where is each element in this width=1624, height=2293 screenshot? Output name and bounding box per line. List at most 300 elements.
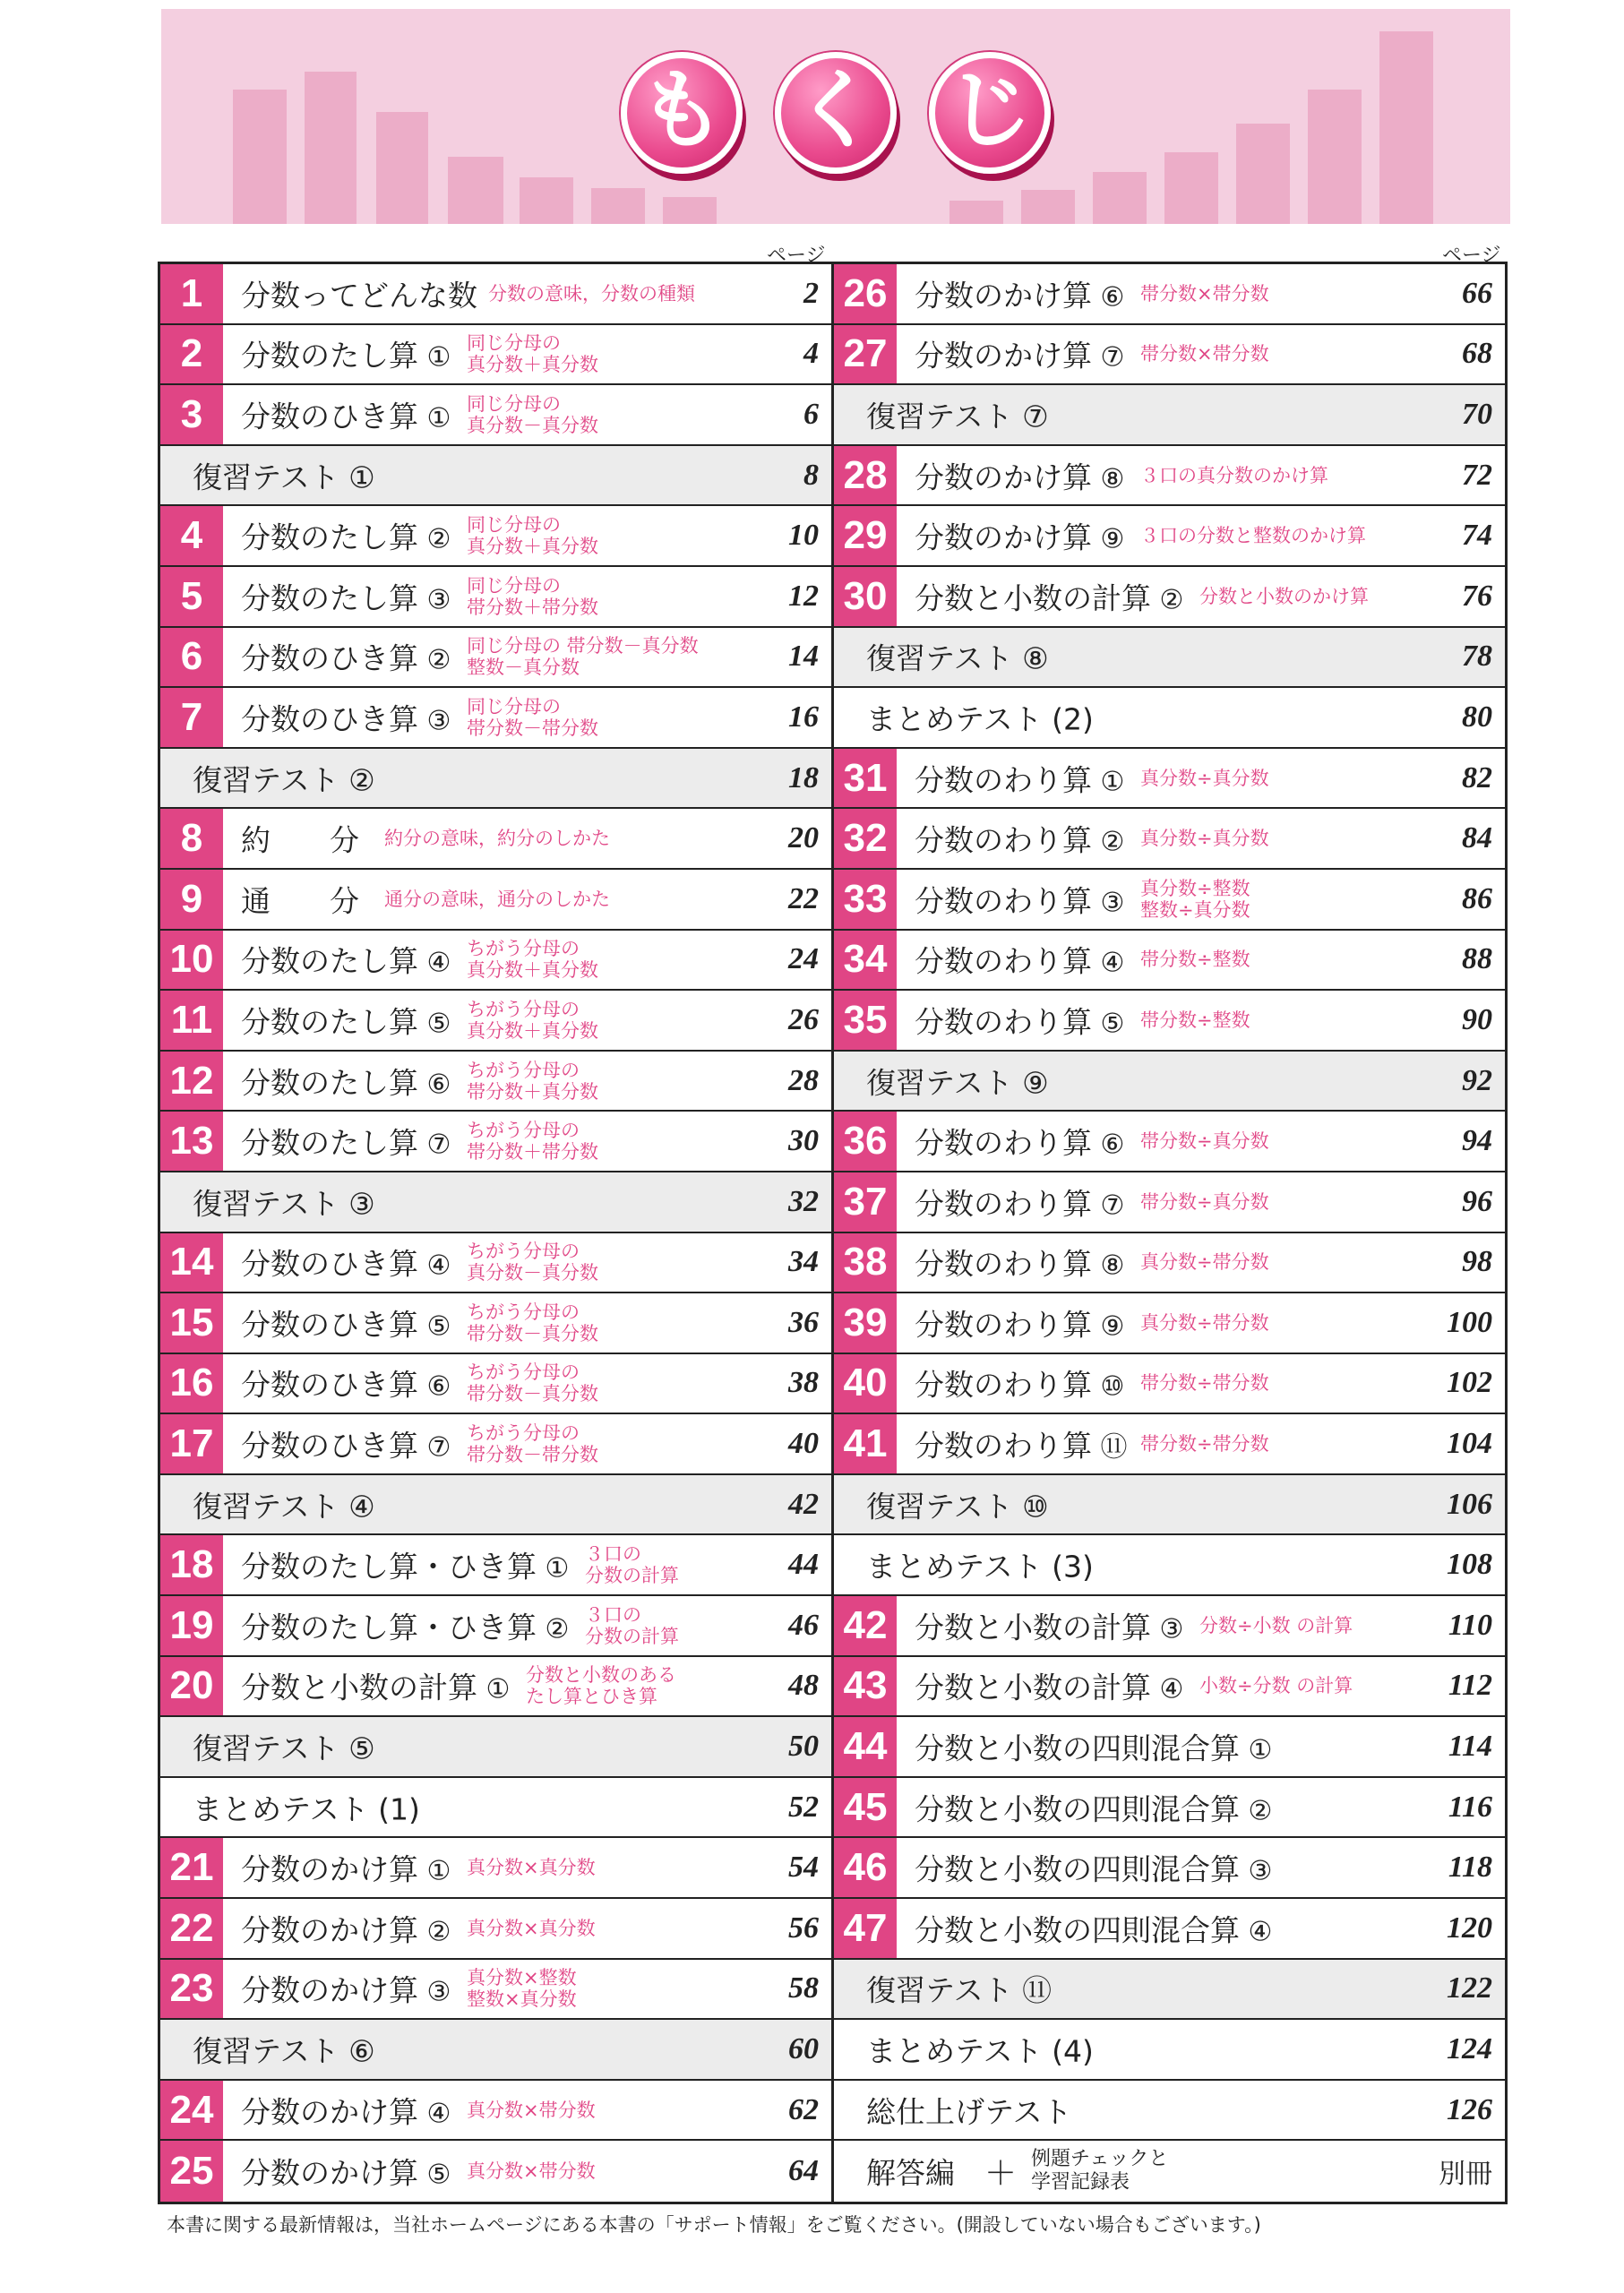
lesson-number: 28 (834, 446, 897, 505)
lesson-title (241, 939, 451, 981)
toc-row-lesson[interactable] (160, 870, 831, 931)
lesson-title-text: 分数と小数の計算 (241, 1670, 477, 1705)
toc-row-lesson[interactable] (834, 1233, 1505, 1294)
toc-row-lesson[interactable] (834, 931, 1505, 992)
lesson-circled-number: ④ (1092, 947, 1125, 979)
lesson-title-text: 分数のひき算 (241, 640, 418, 676)
lesson-body (897, 1778, 1505, 1837)
toc-row-lesson[interactable] (160, 325, 831, 386)
answer-subtitle-line: 例題チェックと (1031, 2148, 1169, 2171)
lesson-number: 14 (160, 1233, 223, 1292)
lesson-title-text: 分数のたし算 (241, 1125, 418, 1161)
lesson-circled-number: ③ (1092, 887, 1125, 919)
page-number: 別冊 (1439, 2159, 1492, 2191)
lesson-number: 40 (834, 1354, 897, 1413)
lesson-subtitle (1140, 1312, 1269, 1334)
lesson-subtitle-line: 帯分数×帯分数 (1140, 282, 1269, 305)
toc-row-lesson[interactable] (160, 385, 831, 446)
lesson-body (223, 1052, 831, 1111)
toc-row-lesson[interactable] (834, 809, 1505, 870)
lesson-subtitle (467, 938, 598, 981)
toc-row-lesson[interactable] (160, 809, 831, 870)
lesson-title (915, 272, 1124, 314)
toc-row-lesson[interactable] (834, 749, 1505, 810)
lesson-body (897, 1172, 1505, 1232)
lesson-title-text: 分数と小数の計算 (915, 1610, 1151, 1645)
lesson-number: 45 (834, 1778, 897, 1837)
lesson-body (223, 1535, 831, 1594)
lesson-title (241, 1362, 451, 1404)
lesson-number: 33 (834, 870, 897, 929)
toc-row-review[interactable] (834, 1960, 1505, 2021)
page-number: 24 (788, 942, 819, 976)
lesson-circled-number: ④ (418, 947, 451, 979)
toc-row-lesson[interactable] (834, 1414, 1505, 1475)
page-number: 16 (788, 700, 819, 734)
lesson-subtitle-line: 真分数×真分数 (467, 1857, 596, 1879)
lesson-title (915, 1604, 1183, 1646)
lesson-circled-number: ⑤ (418, 1008, 451, 1040)
lesson-body (897, 870, 1505, 929)
toc-row-summary[interactable] (834, 688, 1505, 749)
lesson-title (241, 2089, 451, 2131)
summary-title (193, 1786, 420, 1828)
toc-row-lesson[interactable] (160, 1899, 831, 1960)
toc-row-lesson[interactable] (160, 931, 831, 992)
toc-row-review[interactable] (160, 2020, 831, 2081)
lesson-title-text: 分数のたし算 (241, 1004, 418, 1040)
page-number: 74 (1462, 519, 1492, 553)
review-title-text: 復習テスト (193, 1489, 339, 1524)
lesson-subtitle (467, 575, 598, 618)
lesson-subtitle-line: 同じ分母の (467, 392, 561, 415)
page-number: 40 (788, 1427, 819, 1461)
toc-row-review[interactable] (160, 446, 831, 507)
toc-row-review[interactable] (160, 1717, 831, 1778)
lesson-circled-number: ② (1151, 584, 1184, 616)
lesson-subtitle-line: 帯分数＋帯分数 (467, 1141, 598, 1164)
toc-row-lesson[interactable] (834, 991, 1505, 1052)
lesson-number: 5 (160, 567, 223, 626)
toc-row-lesson[interactable] (834, 1112, 1505, 1172)
toc-row-review[interactable] (834, 1052, 1505, 1112)
toc-row-summary[interactable] (834, 1535, 1505, 1596)
toc-row-lesson[interactable] (834, 1172, 1505, 1233)
page-number: 54 (788, 1851, 819, 1885)
test-circled-number: ⑨ (1012, 1065, 1049, 1101)
toc-row-lesson[interactable] (160, 1414, 831, 1475)
review-title-text: 復習テスト (193, 2033, 339, 2069)
lesson-circled-number: ⑨ (1092, 1310, 1125, 1343)
review-title-text: 復習テスト (866, 1489, 1013, 1524)
page-number: 80 (1462, 700, 1492, 734)
lesson-number: 19 (160, 1596, 223, 1655)
review-title-text: 復習テスト (193, 1730, 339, 1766)
test-circled-number: ① (339, 459, 375, 495)
lesson-subtitle-line: 小数÷分数 の計算 (1199, 1675, 1353, 1697)
lesson-title-text: 約 分 (241, 822, 359, 858)
lesson-title (915, 1726, 1272, 1768)
lesson-body (223, 809, 831, 868)
page-column-header-right: ページ (1442, 245, 1501, 267)
lesson-body (223, 991, 831, 1050)
lesson-subtitle-line: 真分数÷帯分数 (1140, 1311, 1269, 1334)
lesson-circled-number: ① (537, 1552, 570, 1584)
lesson-title (915, 1786, 1272, 1828)
lesson-number: 10 (160, 931, 223, 990)
lesson-title-text: 分数のわり算 (915, 943, 1092, 979)
lesson-subtitle-line: 真分数×帯分数 (467, 2099, 596, 2121)
lesson-subtitle (467, 999, 598, 1042)
lesson-subtitle-line: 帯分数÷真分数 (1140, 1190, 1269, 1213)
lesson-circled-number: ⑧ (1092, 463, 1125, 495)
lesson-circled-number: ③ (1240, 1855, 1273, 1887)
page-number: 62 (788, 2092, 819, 2126)
final-title (866, 2089, 1072, 2131)
toc-row-lesson[interactable] (160, 1838, 831, 1899)
lesson-title (241, 1301, 451, 1344)
toc-row-lesson[interactable] (834, 1354, 1505, 1415)
toc-row-review[interactable] (160, 749, 831, 810)
toc-row-lesson[interactable] (834, 1899, 1505, 1960)
test-circled-number: ② (339, 762, 375, 798)
lesson-title-text: 分数のたし算 (241, 943, 418, 979)
page-number: 84 (1462, 821, 1492, 855)
lesson-subtitle-line: 帯分数－真分数 (467, 1322, 598, 1344)
lesson-number: 47 (834, 1899, 897, 1958)
toc-row-lesson[interactable] (160, 567, 831, 628)
toc-row-lesson[interactable] (834, 325, 1505, 386)
lesson-circled-number: ⑤ (1092, 1008, 1125, 1040)
test-circled-number: ⑥ (339, 2033, 375, 2069)
summary-title-text: まとめテスト (866, 1549, 1043, 1584)
lesson-body (897, 1899, 1505, 1958)
lesson-title (241, 818, 359, 860)
lesson-circled-number: ① (418, 341, 451, 374)
toc-row-review[interactable] (834, 628, 1505, 689)
lesson-subtitle-line: 真分数×真分数 (467, 1917, 596, 1939)
lesson-number: 41 (834, 1414, 897, 1473)
lesson-subtitle (1140, 949, 1250, 970)
page-number: 108 (1447, 1548, 1492, 1582)
toc-row-lesson[interactable] (834, 506, 1505, 567)
page-number: 50 (788, 1730, 819, 1764)
answer-title-text: 解答編 (866, 2155, 955, 2191)
lesson-title-text: 分数と小数の計算 (915, 1670, 1151, 1705)
lesson-subtitle-line: 真分数－真分数 (467, 414, 598, 436)
review-title-text: 復習テスト (866, 1065, 1013, 1101)
lesson-title-text: 分数のわり算 (915, 1428, 1092, 1464)
lesson-title (915, 878, 1124, 920)
lesson-title (915, 1907, 1272, 1949)
lesson-body (223, 567, 831, 626)
lesson-circled-number: ① (1240, 1734, 1273, 1766)
toc-row-lesson[interactable] (160, 264, 831, 325)
lesson-circled-number: ⑦ (418, 1431, 451, 1464)
toc-row-lesson[interactable] (834, 1717, 1505, 1778)
lesson-subtitle-line: 分数÷小数 の計算 (1199, 1614, 1353, 1636)
lesson-title (915, 454, 1124, 496)
lesson-title-text: 分数のわり算 (915, 1307, 1092, 1343)
test-number: (4) (1042, 2033, 1094, 2069)
toc-row-lesson[interactable] (160, 1052, 831, 1112)
page-number: 126 (1447, 2092, 1492, 2126)
lesson-subtitle (1140, 1251, 1269, 1273)
lesson-circled-number: ⑦ (1092, 1189, 1125, 1222)
lesson-subtitle (467, 696, 598, 739)
toc-row-review[interactable] (160, 1172, 831, 1233)
lesson-circled-number: ⑥ (418, 1370, 451, 1403)
lesson-circled-number: ⑥ (1092, 281, 1125, 313)
lesson-subtitle (384, 889, 610, 910)
lesson-subtitle-line: 帯分数÷帯分数 (1140, 1433, 1269, 1456)
lesson-body (897, 1233, 1505, 1292)
lesson-subtitle (467, 1120, 598, 1163)
lesson-title (915, 575, 1183, 617)
toc-row-lesson[interactable] (160, 628, 831, 689)
lesson-title (915, 939, 1124, 981)
toc-row-lesson[interactable] (834, 1657, 1505, 1718)
lesson-body (897, 1112, 1505, 1171)
lesson-number: 21 (160, 1838, 223, 1897)
lesson-subtitle (1140, 465, 1328, 486)
lesson-subtitle (1140, 768, 1269, 789)
lesson-subtitle (1199, 1675, 1353, 1696)
toc-row-lesson[interactable] (834, 1838, 1505, 1899)
toc-row-lesson[interactable] (834, 1293, 1505, 1354)
lesson-title-text: 分数のひき算 (241, 701, 418, 737)
page-number: 52 (788, 1790, 819, 1824)
lesson-title-text: 分数のたし算 (241, 1065, 418, 1101)
lesson-title (241, 393, 451, 435)
lesson-circled-number: ② (418, 1916, 451, 1948)
lesson-subtitle-line: 真分数÷帯分数 (1140, 1251, 1269, 1274)
toc-row-final[interactable] (834, 2081, 1505, 2142)
page-number: 22 (788, 881, 819, 915)
page-number: 66 (1462, 276, 1492, 310)
toc-row-lesson[interactable] (834, 1778, 1505, 1839)
lesson-circled-number: ⑦ (418, 1129, 451, 1161)
page-number: 60 (788, 2032, 819, 2066)
lesson-number: 26 (834, 264, 897, 323)
toc-row-review[interactable] (834, 1475, 1505, 1536)
lesson-title (241, 1604, 569, 1646)
lesson-title-text: 分数と小数の四則混合算 (915, 1851, 1240, 1887)
lesson-title-text: 分数のわり算 (915, 1004, 1092, 1040)
toc-row-lesson[interactable] (160, 1535, 831, 1596)
lesson-subtitle (467, 1857, 596, 1878)
lesson-title (241, 2151, 451, 2193)
toc-row-lesson[interactable] (160, 1596, 831, 1657)
lesson-number: 44 (834, 1717, 897, 1776)
lesson-body (223, 506, 831, 565)
review-title (866, 636, 1049, 678)
lesson-subtitle-line: 同じ分母の (467, 332, 561, 355)
lesson-subtitle-line: 同じ分母の (467, 514, 561, 537)
lesson-title (915, 333, 1124, 375)
lesson-body (223, 264, 831, 323)
page-number: 2 (803, 276, 819, 310)
lesson-number: 37 (834, 1172, 897, 1232)
lesson-number: 29 (834, 506, 897, 565)
page-number: 12 (788, 579, 819, 613)
lesson-circled-number: ② (418, 523, 451, 555)
toc-row-lesson[interactable] (160, 2141, 831, 2202)
toc-row-lesson[interactable] (160, 688, 831, 749)
test-circled-number: ⑦ (1012, 399, 1049, 434)
page-number: 100 (1447, 1305, 1492, 1339)
page-number: 8 (803, 458, 819, 492)
toc-row-lesson[interactable] (160, 1233, 831, 1294)
title-char: も (621, 52, 743, 174)
lesson-subtitle-line: 同じ分母の (467, 574, 561, 597)
lesson-subtitle-line: ちがう分母の (467, 998, 580, 1020)
review-title (193, 1181, 375, 1223)
lesson-body (223, 325, 831, 384)
page-number: 58 (788, 1971, 819, 2005)
lesson-body (897, 1354, 1505, 1413)
lesson-title-text: 分数のかけ算 (241, 1972, 418, 2008)
lesson-number: 46 (834, 1838, 897, 1897)
lesson-circled-number: ⑥ (418, 1069, 451, 1101)
lesson-circled-number: ③ (418, 584, 451, 616)
toc-row-answer[interactable] (834, 2141, 1505, 2202)
lesson-title (241, 696, 451, 738)
toc-row-lesson[interactable] (160, 1960, 831, 2021)
test-circled-number: ④ (339, 1489, 375, 1524)
lesson-title (915, 1423, 1128, 1465)
page-number: 78 (1462, 640, 1492, 674)
lesson-subtitle-line: ３口の (585, 1543, 641, 1566)
lesson-number: 1 (160, 264, 223, 323)
toc-row-lesson[interactable] (160, 506, 831, 567)
lesson-subtitle-line: 分数と小数のかけ算 (1199, 585, 1369, 607)
lesson-title-text: 分数のわり算 (915, 883, 1092, 919)
review-title (866, 393, 1049, 435)
toc-row-lesson[interactable] (834, 264, 1505, 325)
summary-title (866, 1544, 1094, 1586)
lesson-subtitle (585, 1604, 679, 1647)
review-title (193, 2029, 375, 2071)
lesson-subtitle (1199, 586, 1369, 607)
lesson-number: 32 (834, 809, 897, 868)
toc-row-lesson[interactable] (834, 870, 1505, 931)
lesson-subtitle-line: たし算とひき算 (526, 1686, 657, 1708)
page-number: 56 (788, 1911, 819, 1945)
lesson-body (897, 567, 1505, 626)
lesson-number: 20 (160, 1657, 223, 1716)
toc-row-lesson[interactable] (160, 1293, 831, 1354)
lesson-subtitle-line: 真分数＋真分数 (467, 1019, 598, 1042)
lesson-title-text: 分数のかけ算 (241, 2155, 418, 2191)
toc-row-summary[interactable] (160, 1778, 831, 1839)
lesson-circled-number: ⑤ (418, 1310, 451, 1343)
lesson-subtitle-line: 帯分数÷帯分数 (1140, 1372, 1269, 1395)
toc-row-summary[interactable] (834, 2020, 1505, 2081)
page-number: 90 (1462, 1002, 1492, 1036)
lesson-subtitle-line: 通分の意味，通分のしかた (384, 888, 610, 910)
lesson-title-text: 分数のたし算 (241, 580, 418, 616)
lesson-title-text: 分数のわり算 (915, 822, 1092, 858)
toc-row-lesson[interactable] (834, 567, 1505, 628)
summary-title-text: まとめテスト (866, 2033, 1043, 2069)
page-number: 70 (1462, 397, 1492, 431)
lesson-title (241, 999, 451, 1041)
lesson-subtitle (467, 514, 598, 557)
lesson-subtitle (1140, 525, 1366, 546)
lesson-body (223, 1112, 831, 1171)
toc-row-lesson[interactable] (160, 2081, 831, 2142)
lesson-subtitle-line: 同じ分母の 帯分数－真分数 (467, 635, 699, 657)
lesson-subtitle-line: 真分数÷真分数 (1140, 828, 1269, 850)
lesson-number: 17 (160, 1414, 223, 1473)
lesson-title (241, 333, 451, 375)
page-number: 6 (803, 397, 819, 431)
lesson-subtitle (585, 1543, 679, 1586)
lesson-subtitle-line: 帯分数－真分数 (467, 1383, 598, 1405)
lesson-circled-number: ⑨ (1092, 523, 1125, 555)
lesson-body (897, 749, 1505, 808)
lesson-subtitle (467, 2160, 596, 2182)
lesson-number: 12 (160, 1052, 223, 1111)
lesson-title-text: 分数のかけ算 (915, 459, 1092, 495)
lesson-title-text: 分数のたし算・ひき算 (241, 1549, 537, 1584)
lesson-subtitle-line: ちがう分母の (467, 1241, 580, 1263)
lesson-title (915, 1181, 1124, 1223)
toc-row-review[interactable] (834, 385, 1505, 446)
lesson-title (915, 1301, 1124, 1344)
lesson-subtitle (1140, 1191, 1269, 1213)
toc-row-lesson[interactable] (834, 446, 1505, 507)
lesson-subtitle-line: 整数×真分数 (467, 1988, 577, 2011)
lesson-number: 34 (834, 931, 897, 990)
lesson-subtitle-line: 真分数÷真分数 (1140, 767, 1269, 789)
toc-row-lesson[interactable] (160, 1354, 831, 1415)
lesson-title (915, 757, 1124, 799)
lesson-title-text: 分数のかけ算 (241, 2094, 418, 2130)
footer-note: 本書に関する最新情報は，当社ホームページにある本書の「サポート情報」をご覧ください。(開設していない場合もございます。) (167, 2214, 1261, 2236)
lesson-subtitle (467, 1060, 598, 1103)
toc-row-review[interactable] (160, 1475, 831, 1536)
lesson-subtitle-line: 帯分数－帯分数 (467, 717, 598, 739)
lesson-title (241, 272, 477, 314)
lesson-title (915, 1362, 1124, 1404)
lesson-subtitle-line: 整数－真分数 (467, 657, 580, 679)
toc-row-lesson[interactable] (160, 1112, 831, 1172)
page-number: 114 (1448, 1730, 1492, 1764)
lesson-title-text: 分数のかけ算 (241, 1912, 418, 1948)
lesson-number: 36 (834, 1112, 897, 1171)
test-circled-number: ⑩ (1012, 1489, 1049, 1524)
lesson-title-text: 分数のわり算 (915, 1367, 1092, 1403)
lesson-body (897, 446, 1505, 505)
lesson-subtitle (1140, 343, 1269, 365)
lesson-circled-number: ⑤ (418, 2159, 451, 2191)
lesson-subtitle-line: 約分の意味，約分のしかた (384, 828, 610, 850)
lesson-subtitle-line: ちがう分母の (467, 1361, 580, 1384)
toc-row-lesson[interactable] (160, 1657, 831, 1718)
lesson-subtitle (1140, 1130, 1269, 1152)
lesson-title (241, 1423, 451, 1465)
toc-row-lesson[interactable] (160, 991, 831, 1052)
lesson-circled-number: ④ (418, 2098, 451, 2130)
lesson-title (915, 1241, 1124, 1284)
lesson-subtitle-line: ちがう分母の (467, 938, 580, 960)
lesson-subtitle (488, 283, 695, 305)
lesson-subtitle (1199, 1615, 1353, 1636)
toc-row-lesson[interactable] (834, 1596, 1505, 1657)
lesson-body (223, 385, 831, 444)
